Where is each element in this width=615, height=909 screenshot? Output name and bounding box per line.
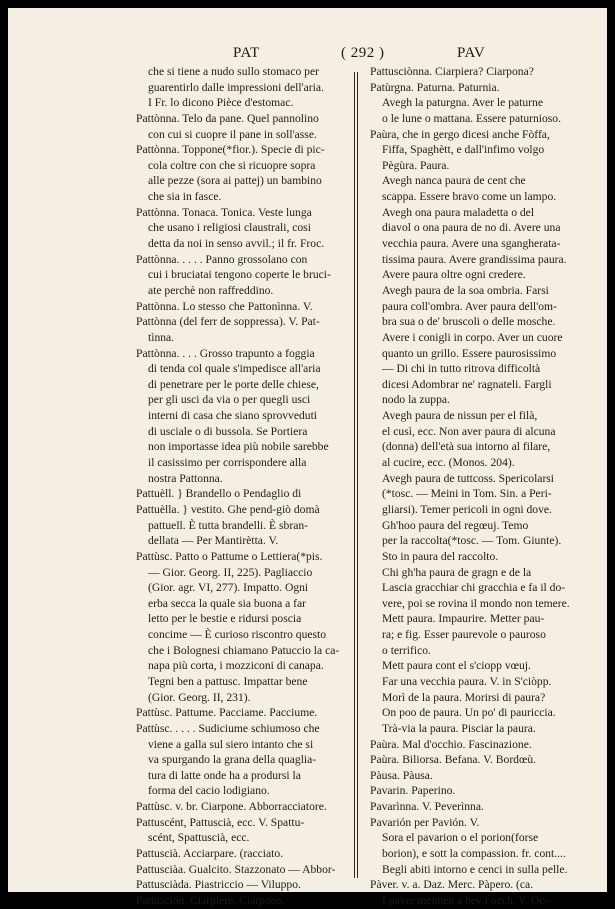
text-line: Paùra. Biliorsa. Befana. V. Bordœù. (370, 753, 537, 767)
right-column (370, 64, 580, 909)
text-line: Pattuscént, Pattuscià, ecc. V. Spattu- (136, 815, 305, 829)
text-line: per gli usci da via o per quegli usci (148, 393, 311, 407)
text-line: Pattuèlla. } vestito. Ghe pend-giò domà (136, 502, 320, 516)
text-line: ra; e fig. Esser paurevole o pauroso (382, 628, 546, 642)
text-line: Sora el pavarion o el porion(forse (382, 831, 539, 845)
text-line: — Di chi in tutto ritrova difficoltà (382, 362, 541, 376)
text-line: Pavarin. Paperino. (370, 784, 456, 798)
text-line: Pattuèll. } Brandello o Pendaglio di (136, 487, 302, 501)
text-line: Pègùra. Paura. (382, 158, 450, 172)
text-line: el cusì, ecc. Non aver paura di alcuna (382, 424, 556, 438)
text-line: alle pezze (sora ai pattej) un bambino (148, 174, 322, 188)
text-line: Sto in paura del raccolto. (382, 549, 499, 563)
text-line: Paùra. Mal d'occhio. Fascinazione. (370, 737, 532, 751)
text-line: (*tosc. — Meini in Tom. Sin. a Peri- (382, 487, 552, 501)
text-line: Avegh paura de tuttcoss. Spericolarsi (382, 471, 555, 485)
text-line: nostra Pattonna. (148, 471, 223, 485)
text-line: di usciale o di bussola. Se Portiera (148, 424, 308, 438)
text-line: che si tiene a nudo sullo stomaco per (148, 65, 319, 78)
text-line: Pattònna. Tonaca. Tonica. Veste lunga (136, 205, 312, 219)
text-line: o le lune o mattana. Essere paturnioso. (382, 111, 562, 125)
column-divider-rule (354, 72, 355, 878)
text-line: (Gior. agr. VI, 277). Impatto. Ogni (148, 581, 309, 595)
text-line: Pattùsc. Patto o Pattume o Lettiera(*pis. (136, 549, 323, 563)
header-right-guideword: PAV (457, 45, 486, 61)
text-line: Pattònna. Telo da pane. Quel pannolino (136, 111, 319, 125)
text-line: Avegh paura de la soa ombria. Farsi (382, 283, 549, 297)
text-line: Mett paura cont el s'ciopp vœuj. (382, 659, 531, 673)
text-line: paura coll'ombra. Aver paura dell'om- (382, 299, 557, 313)
text-line: Gh'hoo paura del regœuj. Temo (382, 518, 529, 532)
text-line: Pattusciàa. Gualcito. Stazzonato — Abbor- (136, 862, 336, 876)
text-line: Lascia gracchiar chi gracchia e fa il do- (382, 581, 566, 595)
text-line: Avegh la paturgna. Aver le paturne (382, 96, 543, 110)
text-line: Avegh paura de nissun per el filà, (382, 409, 538, 423)
text-line: Pattuscià. Acciarpare. (racciato. (136, 847, 284, 861)
text-line: Pàver. v. a. Daz. Merc. Pàpero. (ca. (370, 878, 534, 892)
text-line: che sia in fasce. (148, 190, 222, 204)
text-line: diavol o ona paura de no di. Avere una (382, 221, 561, 235)
text-line: Pattònna (del ferr de soppressa). V. Pat- (136, 315, 320, 329)
text-line: tura di latte onde ha a prodursi la (148, 768, 301, 782)
text-line: Tegni ben a pattusc. Impattar bene (148, 674, 308, 688)
text-line: Pattònna. Lo stesso che Pattonìnna. V. (136, 299, 313, 313)
text-line: Chi gh'ha paura de gragn e de la (382, 565, 532, 579)
text-line: Mett paura. Impaurire. Metter pau- (382, 612, 545, 626)
text-line: (Gior. Georg. II, 231). (148, 690, 251, 704)
text-line: Paùra, che in gergo dicesi anche Fòffa, (370, 127, 550, 141)
text-line: tìnna. (148, 330, 175, 344)
text-line: Pàusa. Pàusa. (370, 768, 433, 782)
text-line: I paver mennen a bev i occh. V. Óc- (382, 893, 549, 907)
text-line: Pavarìnna. V. Peverìnna. (370, 800, 484, 814)
book-page (8, 8, 607, 907)
text-line: Pattònna. . . . Grosso trapunto a foggia (136, 346, 315, 360)
text-line: scént, Spattuscià, ecc. (148, 831, 250, 845)
text-line: non importasse idea più nobile sarebbe (148, 440, 329, 454)
text-line: che usano i religiosi claustrali, cosi (148, 221, 311, 235)
text-line: — Gior. Georg. II, 225). Pagliaccio (148, 565, 313, 579)
text-line: erba secca la quale sia buona a far (148, 596, 307, 610)
text-line: ate perchè non raffreddino. (148, 283, 274, 297)
text-line: di penetrare per le porte delle chiese, (148, 377, 319, 391)
text-line: al cucire, ecc. (Monos. 204). (382, 456, 515, 470)
text-line: Pavarión per Pavión. V. (370, 815, 480, 829)
text-line: Trà-via la paura. Pisciar la paura. (382, 721, 536, 735)
text-line: cola coltre con che si ricuopre sopra (148, 158, 316, 172)
text-line: Far una vecchia paura. V. in S'ciòpp. (382, 674, 552, 688)
text-line: Begli abiti intorno e cenci in sulla pelle. (382, 862, 568, 876)
text-line: Morì de la paura. Morirsi di paura? (382, 690, 546, 704)
column-divider-rule (357, 72, 358, 878)
header-left-guideword: PAT (233, 45, 260, 61)
text-line: pattuell. È tutta brandelli. È sbran- (148, 518, 309, 532)
left-column (136, 64, 348, 909)
text-line: dellata — Per Mantirètta. V. (148, 534, 279, 548)
text-line: vere, poi se rovina il mondo non temere. (382, 596, 570, 610)
text-line: bra sua o de' bruscoli o delle mosche. (382, 315, 556, 329)
text-line: che i Bolognesi chiamano Patuccio la ca- (148, 643, 340, 657)
text-line: nodo la zuppa. (382, 393, 450, 407)
text-line: viene a galla sul siero intanto che si (148, 737, 314, 751)
text-line: guarentirlo dalle impressioni dell'aria. (148, 80, 324, 94)
text-line: interni di casa che siano sprovveduti (148, 409, 318, 423)
text-line: napa più corta, i mozziconi di canapa. (148, 659, 324, 673)
text-line: Fiffa, Spaghètt, e dall'infimo volgo (382, 143, 545, 157)
text-line: di tenda col quale s'impedisce all'aria (148, 362, 321, 376)
text-line: con cui si cuopre il pane in soll'asse. (148, 127, 317, 141)
text-line: per la raccolta(*tosc. — Tom. Giunte). (382, 534, 562, 548)
page-number: ( 292 ) (341, 45, 385, 61)
text-line: detta da noi in senso avvil.; il fr. Froc. (148, 237, 325, 251)
text-line: o terrifico. (382, 643, 431, 657)
text-line: (donna) dell'età sua intorno al filare, (382, 440, 551, 454)
page-header (8, 45, 607, 65)
text-line: Pattusciàda. Piastriccio — Viluppo. (136, 878, 301, 892)
text-line: tissima paura. Avere grandissima paura. (382, 252, 567, 266)
text-line: gliarsi). Temer pericoli in ogni dove. (382, 502, 552, 516)
text-line: Avegh nanca paura de cent che (382, 174, 526, 188)
text-line: vecchia paura. Avere una sgangherata- (382, 237, 561, 251)
text-line: Pattusciònna. Ciarpiera? Ciarpona? (370, 65, 534, 78)
text-line: dicesi Adombrar ne' ragnateli. Fargli (382, 377, 552, 391)
text-line: Pattùsc. v. br. Ciarpone. Abborracciatore. (136, 800, 327, 814)
text-line: borion), e sott la compassion. fr. cont.... (382, 847, 566, 861)
text-line: quanto un grillo. Essere paurosissimo (382, 346, 557, 360)
text-line: Pattùsc. . . . . Sudiciume schiumoso che (136, 721, 320, 735)
text-line: Pattònna. Toppone(*fior.). Specie di pic- (136, 143, 325, 157)
text-line: concime — È curioso riscontro questo (148, 628, 327, 642)
text-line: letto per le bestie e ridursi poscia (148, 612, 302, 626)
text-line: Avere paura oltre ogni credere. (382, 268, 526, 282)
text-line: On poo de paura. Un po' di pauriccia. (382, 706, 556, 720)
text-line: forma del cacio lodigiano. (148, 784, 270, 798)
text-line: Pattònna. . . . . Panno grossolano con (136, 252, 308, 266)
text-line: il casissimo per corrispondere alla (148, 456, 307, 470)
text-line: Avere i conigli in corpo. Aver un cuore (382, 330, 563, 344)
text-line: cui i bruciatai tengono coperte le bruci- (148, 268, 331, 282)
text-line: Patùrgna. Paturna. Paturnia. (370, 80, 500, 94)
text-line: scappa. Essere bravo come un lampo. (382, 190, 557, 204)
text-line: Pattusción. Ciarpiere. Ciarpone. (136, 893, 285, 907)
text-line: Avegh ona paura maladetta o del (382, 205, 535, 219)
text-line: Pattùsc. Pattume. Pacciame. Pacciume. (136, 706, 318, 720)
text-line: va spurgando la grana della quaglia- (148, 753, 317, 767)
text-line: I Fr. lo dicono Pièce d'estomac. (148, 96, 294, 110)
